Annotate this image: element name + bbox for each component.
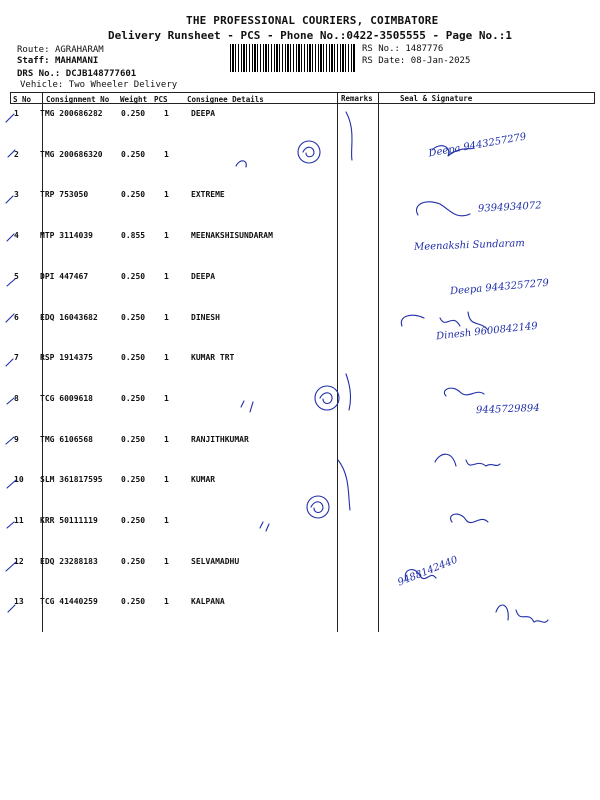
cell-pcs: 1 [164, 394, 169, 403]
vehicle-value: Two Wheeler Delivery [68, 80, 178, 90]
signature-text: Deepa 9443257279 [449, 277, 550, 298]
cell-sno: 5 [14, 272, 19, 281]
cell-consignment: RSP 1914375 [40, 353, 93, 362]
col-header-seal: Seal & Signature [400, 94, 473, 103]
cell-pcs: 1 [164, 313, 169, 322]
rs-date-label: RS Date: [362, 56, 406, 66]
col-header-pcs: PCS [154, 95, 168, 104]
col-header-consignee: Consignee Details [187, 95, 264, 104]
cell-pcs: 1 [164, 475, 169, 484]
signature-text: 9394934072 [477, 200, 542, 215]
cell-weight: 0.250 [121, 516, 146, 525]
cell-consignee: SELVAMADHU [191, 557, 240, 566]
cell-consignment: MTP 3114039 [40, 231, 93, 240]
signature-text: 9488142440 [396, 554, 460, 589]
cell-consignment: TCG 41440259 [40, 597, 98, 606]
vehicle-label: Vehicle: [20, 80, 64, 90]
cell-weight: 0.250 [121, 475, 146, 484]
col-header-sno: S No [13, 95, 32, 104]
cell-pcs: 1 [164, 150, 169, 159]
cell-consignee: KUMAR TRT [191, 353, 235, 362]
cell-sno: 4 [14, 231, 19, 240]
cell-sno: 2 [14, 150, 19, 159]
cell-sno: 9 [14, 435, 19, 444]
cell-consignee: DEEPA [191, 109, 216, 118]
cell-consignee: EXTREME [191, 190, 225, 199]
cell-consignment: TMG 200686320 [40, 150, 103, 159]
cell-sno: 11 [14, 516, 24, 525]
cell-weight: 0.250 [121, 597, 146, 606]
cell-pcs: 1 [164, 557, 169, 566]
rs-date-value: 08-Jan-2025 [410, 56, 471, 66]
cell-sno: 10 [14, 475, 24, 484]
cell-sno: 13 [14, 597, 24, 606]
drs-value: DCJB148777601 [65, 69, 137, 79]
cell-consignment: TCG 6009618 [40, 394, 93, 403]
cell-consignee: DEEPA [191, 272, 216, 281]
cell-weight: 0.250 [121, 272, 146, 281]
cell-consignment: TMG 200686282 [40, 109, 103, 118]
cell-weight: 0.250 [121, 435, 146, 444]
cell-consignment: SLM 361817595 [40, 475, 103, 484]
cell-consignee: DINESH [191, 313, 220, 322]
cell-pcs: 1 [164, 231, 169, 240]
cell-sno: 7 [14, 353, 19, 362]
cell-weight: 0.250 [121, 353, 146, 362]
rs-no-value: 1487776 [405, 44, 444, 54]
cell-pcs: 1 [164, 109, 169, 118]
signature-text: Deepa 9443257279 [427, 131, 528, 160]
col-header-consignment: Consignment No [46, 95, 110, 104]
cell-sno: 6 [14, 313, 19, 322]
cell-pcs: 1 [164, 353, 169, 362]
cell-weight: 0.250 [121, 557, 146, 566]
cell-consignee: KALPANA [191, 597, 225, 606]
signature-text: 9445729894 [475, 402, 540, 417]
cell-sno: 8 [14, 394, 19, 403]
cell-weight: 0.250 [121, 394, 146, 403]
rs-no-label: RS No.: [362, 44, 400, 54]
staff-label: Staff: [17, 56, 50, 66]
route-label: Route: [17, 45, 50, 55]
cell-weight: 0.250 [121, 190, 146, 199]
runsheet-subtitle: Delivery Runsheet - PCS - Phone No.:0422-3505555 - Page No.:1 [108, 29, 512, 42]
cell-sno: 3 [14, 190, 19, 199]
cell-consignment: EDQ 16043682 [40, 313, 98, 322]
cell-weight: 0.250 [121, 150, 146, 159]
cell-weight: 0.250 [121, 109, 146, 118]
cell-pcs: 1 [164, 516, 169, 525]
company-title: THE PROFESSIONAL COURIERS, COIMBATORE [186, 14, 439, 27]
route-value: AGRAHARAM [54, 45, 104, 55]
cell-pcs: 1 [164, 272, 169, 281]
cell-consignment: TRP 753050 [40, 190, 89, 199]
cell-pcs: 1 [164, 597, 169, 606]
cell-consignee: MEENAKSHISUNDARAM [191, 231, 273, 240]
cell-pcs: 1 [164, 190, 169, 199]
col-header-remarks: Remarks [341, 94, 373, 103]
cell-weight: 0.855 [121, 231, 146, 240]
drs-label: DRS No.: [17, 69, 61, 79]
cell-pcs: 1 [164, 435, 169, 444]
cell-consignment: DPI 447467 [40, 272, 89, 281]
cell-sno: 12 [14, 557, 24, 566]
staff-value: MAHAMANI [54, 56, 99, 66]
cell-weight: 0.250 [121, 313, 146, 322]
cell-consignee: KUMAR [191, 475, 216, 484]
cell-consignment: EDQ 23288183 [40, 557, 98, 566]
signature-text: Meenakshi Sundaram [413, 238, 525, 253]
cell-consignee: RANJITHKUMAR [191, 435, 249, 444]
cell-consignment: KRR 50111119 [40, 516, 98, 525]
signature-text: Dinesh 9600842149 [435, 320, 539, 343]
cell-sno: 1 [14, 109, 19, 118]
col-header-weight: Weight [120, 95, 148, 104]
cell-consignment: TMG 6106568 [40, 435, 93, 444]
